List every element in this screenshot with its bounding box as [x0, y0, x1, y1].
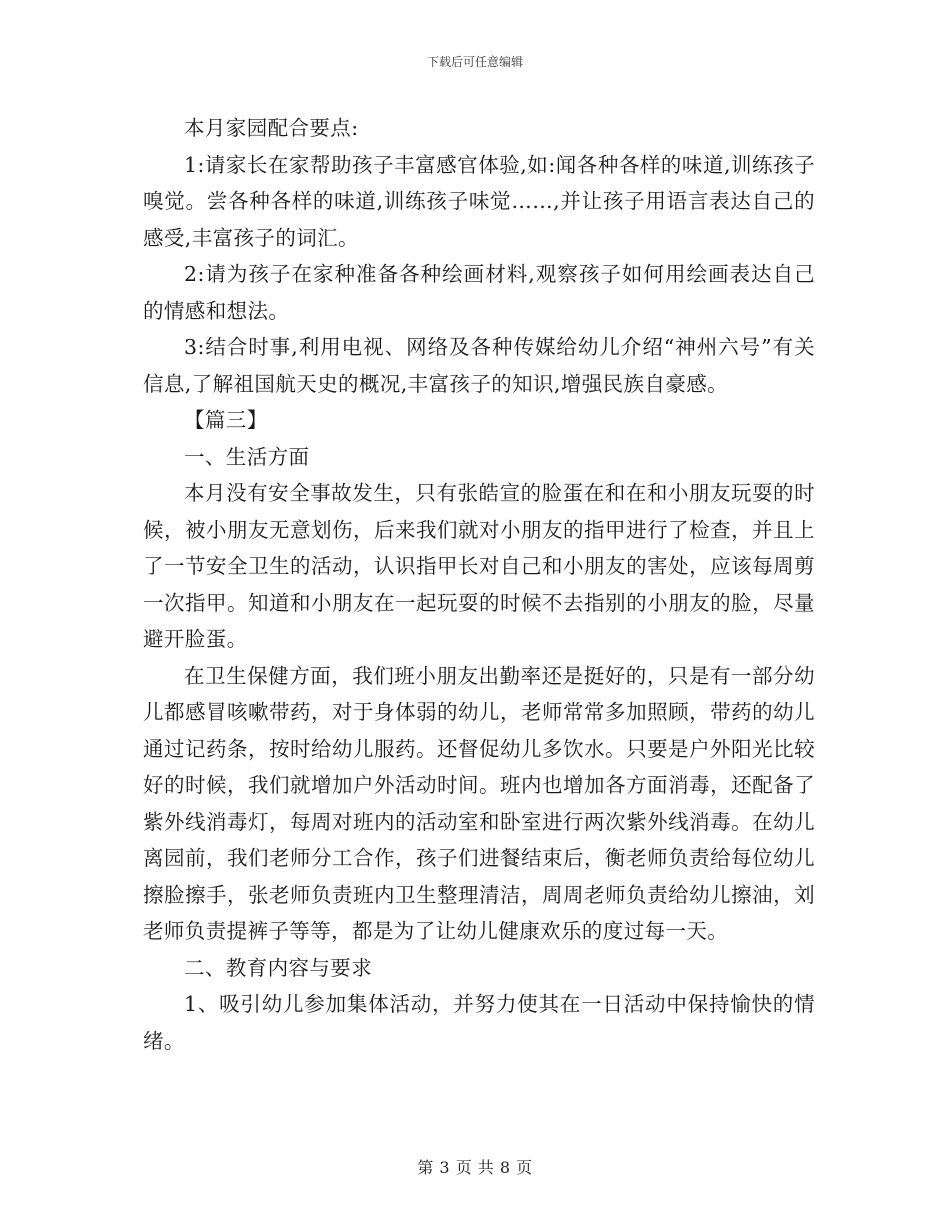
section-heading-education: 二、教育内容与要求 — [184, 955, 373, 980]
paragraph-point-2: 2:请为孩子在家种准备各种绘画材料,观察孩子如何用绘画表达自己的情感和想法。 — [143, 262, 815, 323]
page-header: 下载后可任意编辑 — [426, 55, 523, 69]
section-heading-part-three: 【篇三】 — [184, 408, 268, 432]
paragraph-education-1: 1、吸引幼儿参加集体活动，并努力使其在一日活动中保持愉快的情绪。 — [143, 992, 815, 1053]
paragraph-safety: 本月没有安全事故发生，只有张皓宣的脸蛋在和在和小朋友玩耍的时候，被小朋友无意划伤，后来我们就对小朋友的指甲进行了检查，并且上了一节安全卫生的活动，认识指甲长对自己和小朋友的害处，应该每周剪一次指甲。知道和小朋友在一起玩耍的时候不去指别的小朋友的脸，尽量避开脸蛋。 — [143, 481, 815, 651]
paragraph-health: 在卫生保健方面，我们班小朋友出勤率还是挺好的，只是有一部分幼儿都感冒咳嗽带药，对于身体弱的幼儿，老师常常多加照顾，带药的幼儿通过记药条，按时给幼儿服药。还督促幼儿多饮水。只要是户外阳光比较好的时候，我们就增加户外活动时间。班内也增加各方面消毒，还配备了紫外线消毒灯，每周对班内的活动室和卧室进行两次紫外线消毒。在幼儿离园前，我们老师分工合作，孩子们进餐结束后，衡老师负责给每位幼儿擦脸擦手，张老师负责班内卫生整理清洁，周周老师负责给幼儿擦油，刘老师负责提裤子等等，都是为了让幼儿健康欢乐的度过每一天。 — [143, 663, 815, 943]
page-footer: 第 3 页 共 8 页 — [417, 1158, 533, 1177]
paragraph-home-cooperation-title: 本月家园配合要点: — [184, 116, 359, 140]
document-body — [143, 110, 815, 1059]
section-heading-life: 一、生活方面 — [184, 444, 310, 469]
paragraph-point-3: 3:结合时事,利用电视、网络及各种传媒给幼儿介绍“神州六号”有关信息,了解祖国航天史的概况,丰富孩子的知识,增强民族自豪感。 — [143, 335, 815, 396]
paragraph-point-1: 1:请家长在家帮助孩子丰富感官体验,如:闻各种各样的味道,训练孩子嗅觉。尝各种各样的味道,训练孩子味觉……,并让孩子用语言表达自己的感受,丰富孩子的词汇。 — [143, 152, 815, 250]
